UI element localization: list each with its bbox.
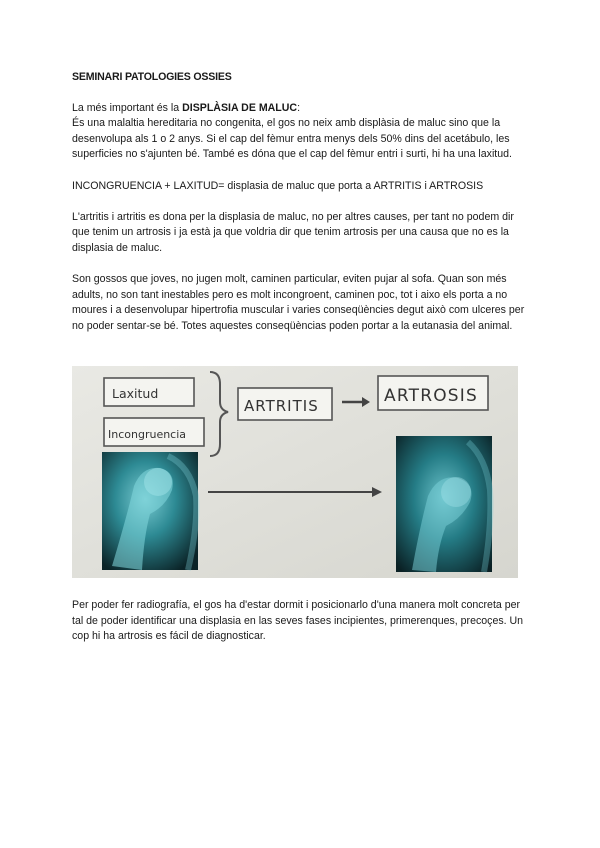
incongruencia-label: Incongruencia <box>108 428 187 441</box>
intro-description: És una malaltia hereditaria no congenita, el gos no neix amb displàsia de maluc sino que la desenvolupa als 1 o 2 anys. Si el cap del fèmur entra menys dels 50% dins del acetábulo, les superficies no s'ajunten bé. També es dóna que el cap del fèmur entri i surti, hi ha una laxitud. <box>72 117 512 161</box>
paragraph-radiography: Per poder fer radiografía, el gos ha d'estar dormit i posicionarlo d'una manera molt concreta per tal de poder identificar una displasia en las seves fases incipientes, primerenques, precoçes. Un cop hi ha artrosis es fácil de diagnosticar. <box>72 599 524 643</box>
intro-colon: : <box>297 101 301 114</box>
artritis-box <box>238 388 332 420</box>
paragraph-formula: INCONGRUENCIA + LAXITUD= displasia de maluc que porta a ARTRITIS i ARTROSIS <box>72 179 484 192</box>
artritis-label: ARTRITIS <box>244 397 319 415</box>
slide-photo <box>72 366 518 578</box>
paragraph-intro <box>72 101 532 163</box>
paragraph-artritis: L'artritis i artritis es dona per la displasia de maluc, no per altres causes, per tant no podem dir que tenim un artrosis i ja està ja que voldria dir que tenim artrosis per una causa que no es la displasia de maluc. <box>72 210 514 254</box>
xray-right <box>396 436 492 572</box>
laxitud-box <box>104 378 194 406</box>
intro-bold-term: DISPLÀSIA DE MALUC <box>182 101 298 114</box>
xray-left <box>102 452 198 570</box>
page-title: SEMINARI PATOLOGIES OSSIES <box>72 71 232 83</box>
artrosis-box <box>378 376 488 410</box>
document-body-continued <box>72 598 532 660</box>
laxitud-label: Laxitud <box>112 386 159 401</box>
paragraph-symptoms: Son gossos que joves, no jugen molt, caminen particular, eviten pujar al sofa. Quan son més adults, no son tant inestables pero es molt incongroent, caminen poc, tot i aixo els porta a no moures i a desenvolupar hipertrofia muscular i varies conseqüències degut això com ulceres per no poder sentar-se bé. Totes aquestes conseqüèncias poden portar a la eutanasia del animal. <box>72 273 525 332</box>
intro-text: La més important és la <box>72 101 183 114</box>
slide-diagram <box>72 366 518 578</box>
incongruencia-box <box>104 418 204 446</box>
document-body <box>72 70 532 350</box>
artrosis-label: ARTROSIS <box>384 386 478 406</box>
